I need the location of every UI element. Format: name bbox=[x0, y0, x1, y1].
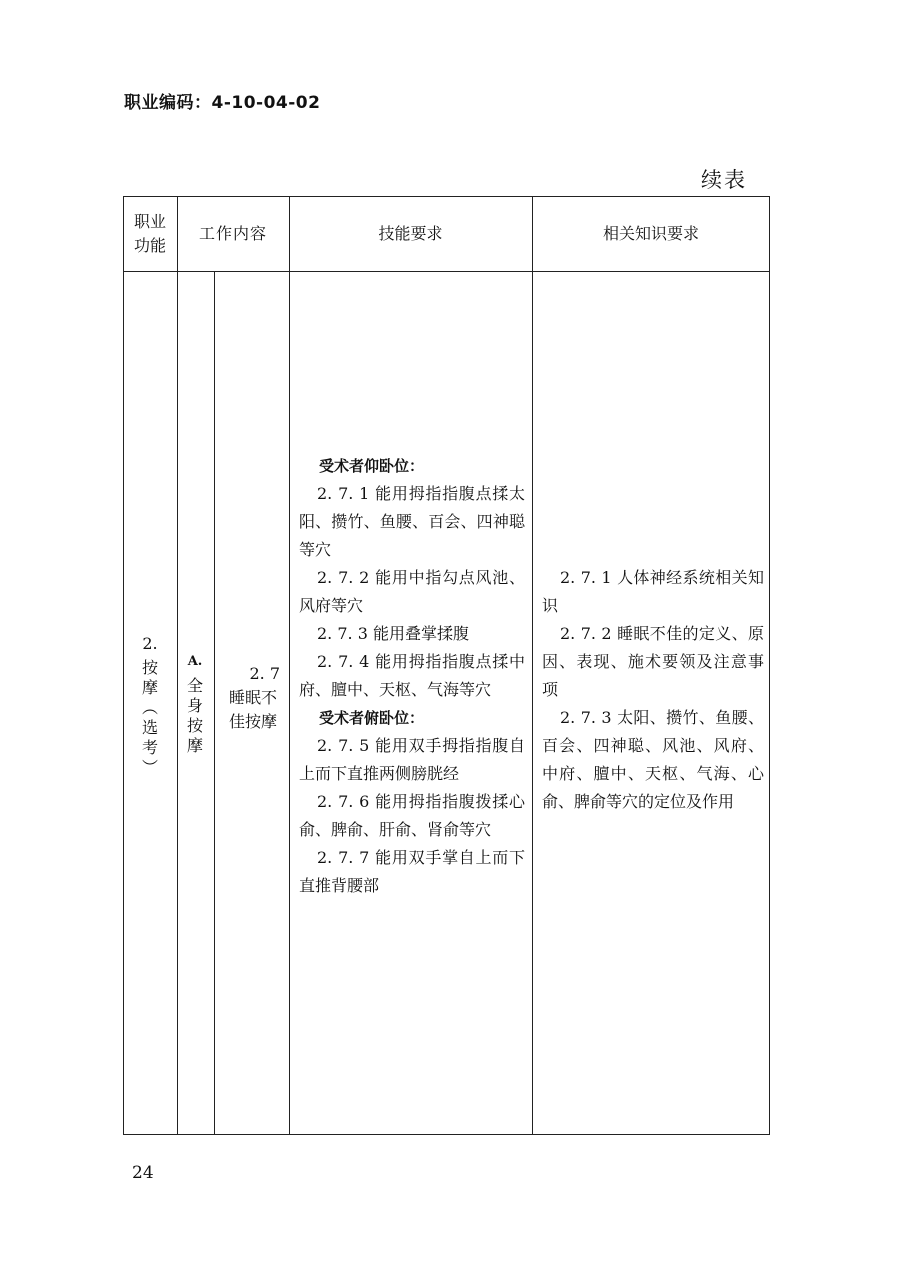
topic-name: 睡眠不佳按摩 bbox=[228, 688, 277, 731]
position-supine: 受术者仰卧位： bbox=[319, 457, 425, 475]
skill-item: 2. 7. 6 能用拇指指腹拨揉心俞、脾俞、肝俞、肾俞等穴 bbox=[299, 792, 525, 839]
topic-number: 2. 7 bbox=[249, 664, 280, 683]
col-divider-4 bbox=[532, 196, 533, 1135]
knowledge-item: 2. 7. 2 睡眠不佳的定义、原因、表现、施术要领及注意事项 bbox=[542, 624, 764, 699]
func-number: 2. bbox=[142, 634, 158, 653]
header-func: 职业功能 bbox=[133, 212, 166, 255]
col-divider-1 bbox=[177, 196, 178, 1135]
topic-cell bbox=[222, 662, 284, 734]
continued-label: 续表 bbox=[701, 168, 747, 192]
func-cell: 2. 按 摩 ︵ 选 考 ︶ bbox=[138, 634, 162, 778]
skill-item: 2. 7. 2 能用中指勾点风池、风府等穴 bbox=[299, 568, 525, 615]
knowledge-item: 2. 7. 3 太阳、攒竹、鱼腰、百会、四神聪、风池、风府、中府、膻中、天枢、气海、心俞、脾俞等穴的定位及作用 bbox=[542, 708, 764, 811]
knowledge-cell bbox=[542, 564, 764, 816]
header-knowledge: 相关知识要求 bbox=[602, 224, 699, 243]
skill-item: 2. 7. 1 能用拇指指腹点揉太阳、攒竹、鱼腰、百会、四神聪等穴 bbox=[299, 484, 525, 559]
position-prone: 受术者俯卧位： bbox=[319, 709, 425, 727]
skill-item: 2. 7. 4 能用拇指指腹点揉中府、膻中、天枢、气海等穴 bbox=[299, 652, 525, 699]
col-divider-3 bbox=[289, 196, 290, 1135]
skill-item: 2. 7. 3 能用叠掌揉腹 bbox=[317, 624, 469, 643]
occupation-code: 职业编码：4-10-04-02 bbox=[124, 93, 321, 113]
skill-item: 2. 7. 7 能用双手掌自上而下直推背腰部 bbox=[299, 848, 525, 895]
knowledge-item: 2. 7. 1 人体神经系统相关知识 bbox=[542, 568, 764, 615]
skills-cell bbox=[299, 452, 525, 900]
header-work: 工作内容 bbox=[198, 224, 267, 243]
page-number: 24 bbox=[132, 1163, 154, 1183]
skill-item: 2. 7. 5 能用双手拇指指腹自上而下直推两侧膀胱经 bbox=[299, 736, 525, 783]
header-skill: 技能要求 bbox=[378, 224, 443, 243]
col-divider-2 bbox=[214, 272, 215, 1135]
work-letter: A. bbox=[187, 654, 203, 669]
work-cell: A. 全 身 按 摩 bbox=[183, 652, 207, 756]
